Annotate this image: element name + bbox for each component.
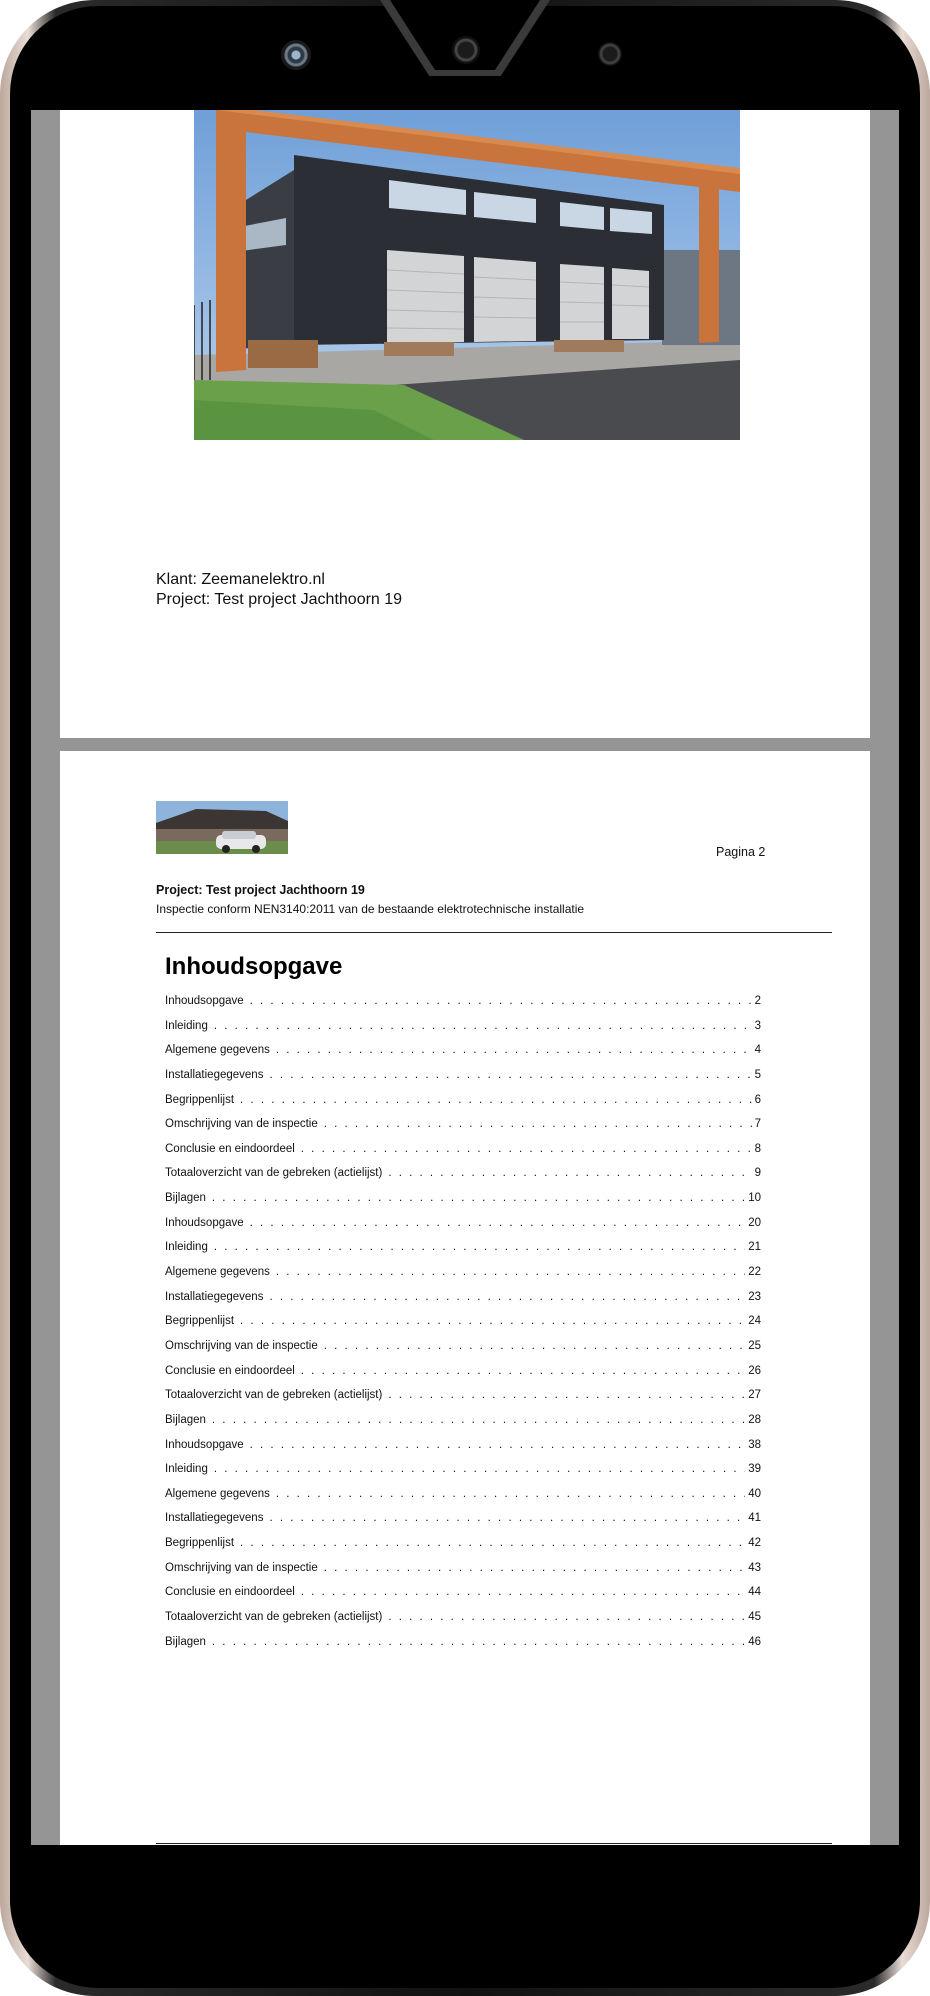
document-viewer[interactable]	[31, 110, 899, 1845]
toc-entry-page: 9	[754, 1167, 761, 1180]
header-divider	[156, 932, 832, 933]
toc-dot-leader	[388, 1167, 751, 1179]
toc-entry-page: 8	[754, 1142, 761, 1155]
toc-entry-label: Totaaloverzicht van de gebreken (actielijst)	[165, 1611, 383, 1624]
toc-entry-page: 7	[754, 1118, 761, 1131]
toc-entry-page: 22	[748, 1266, 761, 1279]
toc-dot-leader	[240, 1315, 745, 1327]
toc-entry-page: 38	[748, 1438, 761, 1451]
document-page-1	[60, 110, 870, 738]
toc-dot-leader	[324, 1562, 745, 1574]
toc-entry[interactable]	[165, 1586, 761, 1611]
toc-entry-page: 24	[748, 1315, 761, 1328]
toc-entry-label: Inhoudsopgave	[165, 1438, 244, 1451]
page-number: Pagina 2	[716, 845, 766, 859]
toc-entry-label: Begrippenlijst	[165, 1093, 235, 1106]
toc-entry-label: Omschrijving van de inspectie	[165, 1118, 318, 1131]
toc-entry[interactable]	[165, 1389, 761, 1414]
toc-entry[interactable]	[165, 1636, 761, 1661]
toc-dot-leader	[250, 995, 752, 1007]
toc-entry-page: 20	[748, 1216, 761, 1229]
header-project-title: Project: Test project Jachthoorn 19	[156, 883, 365, 897]
toc-entry-label: Begrippenlijst	[165, 1315, 235, 1328]
toc-dot-leader	[269, 1069, 751, 1081]
toc-entry-label: Bijlagen	[165, 1413, 206, 1426]
toc-dot-leader	[276, 1044, 752, 1056]
document-page-2	[60, 751, 870, 1845]
toc-entry-label: Installatiegegevens	[165, 1290, 264, 1303]
toc-entry-page: 26	[748, 1364, 761, 1377]
toc-entry-label: Totaaloverzicht van de gebreken (actielijst)	[165, 1167, 383, 1180]
toc-entry[interactable]	[165, 1020, 761, 1045]
toc-entry[interactable]	[165, 1439, 761, 1464]
toc-dot-leader	[301, 1143, 752, 1155]
toc-dot-leader	[250, 1439, 746, 1451]
toc-entry-label: Begrippenlijst	[165, 1537, 235, 1550]
toc-entry-label: Bijlagen	[165, 1635, 206, 1648]
toc-entry-page: 28	[748, 1413, 761, 1426]
toc-dot-leader	[276, 1488, 745, 1500]
toc-dot-leader	[301, 1365, 745, 1377]
toc-entry-page: 44	[748, 1586, 761, 1599]
toc-dot-leader	[276, 1266, 745, 1278]
toc-entry[interactable]	[165, 1044, 761, 1069]
toc-entry-label: Algemene gegevens	[165, 1266, 270, 1279]
toc-dot-leader	[250, 1217, 746, 1229]
toc-entry-page: 6	[754, 1093, 761, 1106]
toc-entry[interactable]	[165, 1414, 761, 1439]
toc-entry[interactable]	[165, 1266, 761, 1291]
toc-entry-label: Conclusie en eindoordeel	[165, 1364, 295, 1377]
toc-entry-label: Inleiding	[165, 1241, 208, 1254]
toc-entry[interactable]	[165, 1291, 761, 1316]
toc-entry-page: 41	[748, 1512, 761, 1525]
toc-entry-page: 21	[748, 1241, 761, 1254]
toc-entry-label: Omschrijving van de inspectie	[165, 1561, 318, 1574]
toc-dot-leader	[388, 1389, 745, 1401]
toc-entry-label: Inhoudsopgave	[165, 1216, 244, 1229]
toc-entry-page: 27	[748, 1389, 761, 1402]
front-camera-icon	[281, 40, 311, 70]
toc-entry[interactable]	[165, 1315, 761, 1340]
toc-entry[interactable]	[165, 1340, 761, 1365]
toc-entry[interactable]	[165, 1118, 761, 1143]
toc-entry[interactable]	[165, 1537, 761, 1562]
client-name: Klant: Zeemanelektro.nl	[156, 571, 325, 588]
toc-dot-leader	[212, 1192, 745, 1204]
toc-entry[interactable]	[165, 1217, 761, 1242]
toc-dot-leader	[269, 1291, 745, 1303]
toc-heading: Inhoudsopgave	[165, 953, 343, 980]
toc-entry-page: 23	[748, 1290, 761, 1303]
toc-entry-label: Omschrijving van de inspectie	[165, 1339, 318, 1352]
toc-entry[interactable]	[165, 1094, 761, 1119]
toc-entry-page: 42	[748, 1537, 761, 1550]
toc-entry-label: Inhoudsopgave	[165, 995, 244, 1007]
toc-entry-page: 4	[754, 1044, 761, 1057]
proximity-sensor-icon	[598, 42, 622, 66]
project-name: Project: Test project Jachthoorn 19	[156, 591, 403, 608]
toc-entry[interactable]	[165, 1611, 761, 1636]
toc-entry-page: 45	[748, 1611, 761, 1624]
toc-entry[interactable]	[165, 1512, 761, 1537]
toc-entry-label: Algemene gegevens	[165, 1487, 270, 1500]
toc-entry-page: 46	[748, 1635, 761, 1648]
toc-dot-leader	[240, 1094, 752, 1106]
toc-entry-page: 40	[748, 1487, 761, 1500]
toc-entry-label: Conclusie en eindoordeel	[165, 1586, 295, 1599]
toc-entry-label: Algemene gegevens	[165, 1044, 270, 1057]
toc-entry-page: 25	[748, 1339, 761, 1352]
toc-entry-page: 3	[754, 1019, 761, 1032]
toc-dot-leader	[269, 1512, 745, 1524]
toc-entry[interactable]	[165, 1488, 761, 1513]
toc-entry-label: Installatiegegevens	[165, 1512, 264, 1525]
sensor-icon	[452, 36, 480, 64]
toc-entry-label: Conclusie en eindoordeel	[165, 1142, 295, 1155]
building-photo	[194, 110, 740, 440]
toc-dot-leader	[388, 1611, 745, 1623]
toc-entry[interactable]	[165, 1463, 761, 1488]
toc-entry[interactable]	[165, 1167, 761, 1192]
toc-entry-page: 5	[754, 1068, 761, 1081]
toc-dot-leader	[212, 1636, 745, 1648]
toc-entry-label: Inleiding	[165, 1019, 208, 1032]
header-house-photo	[156, 801, 288, 854]
toc-dot-leader	[214, 1241, 745, 1253]
footer-divider	[156, 1843, 832, 1844]
toc-entry-label: Totaaloverzicht van de gebreken (actielijst)	[165, 1389, 383, 1402]
toc-entry[interactable]	[165, 1069, 761, 1094]
header-subtitle: Inspectie conform NEN3140:2011 van de bestaande elektrotechnische installatie	[156, 902, 585, 916]
toc-entry-page: 39	[748, 1463, 761, 1476]
toc-dot-leader	[324, 1118, 752, 1130]
toc-entry[interactable]	[165, 1365, 761, 1390]
toc-dot-leader	[324, 1340, 745, 1352]
toc-dot-leader	[212, 1414, 745, 1426]
toc-dot-leader	[240, 1537, 745, 1549]
toc-entry-label: Inleiding	[165, 1463, 208, 1476]
toc-entry-label: Installatiegegevens	[165, 1068, 264, 1081]
toc-entry-page: 10	[748, 1192, 761, 1205]
table-of-contents	[165, 995, 761, 1660]
toc-entry[interactable]	[165, 1192, 761, 1217]
toc-entry[interactable]	[165, 995, 761, 1020]
toc-entry-page: 2	[754, 995, 761, 1007]
toc-dot-leader	[214, 1463, 745, 1475]
toc-dot-leader	[301, 1586, 745, 1598]
toc-entry[interactable]	[165, 1241, 761, 1266]
toc-entry[interactable]	[165, 1562, 761, 1587]
toc-entry[interactable]	[165, 1143, 761, 1168]
toc-dot-leader	[214, 1020, 752, 1032]
toc-entry-page: 43	[748, 1561, 761, 1574]
toc-entry-label: Bijlagen	[165, 1192, 206, 1205]
